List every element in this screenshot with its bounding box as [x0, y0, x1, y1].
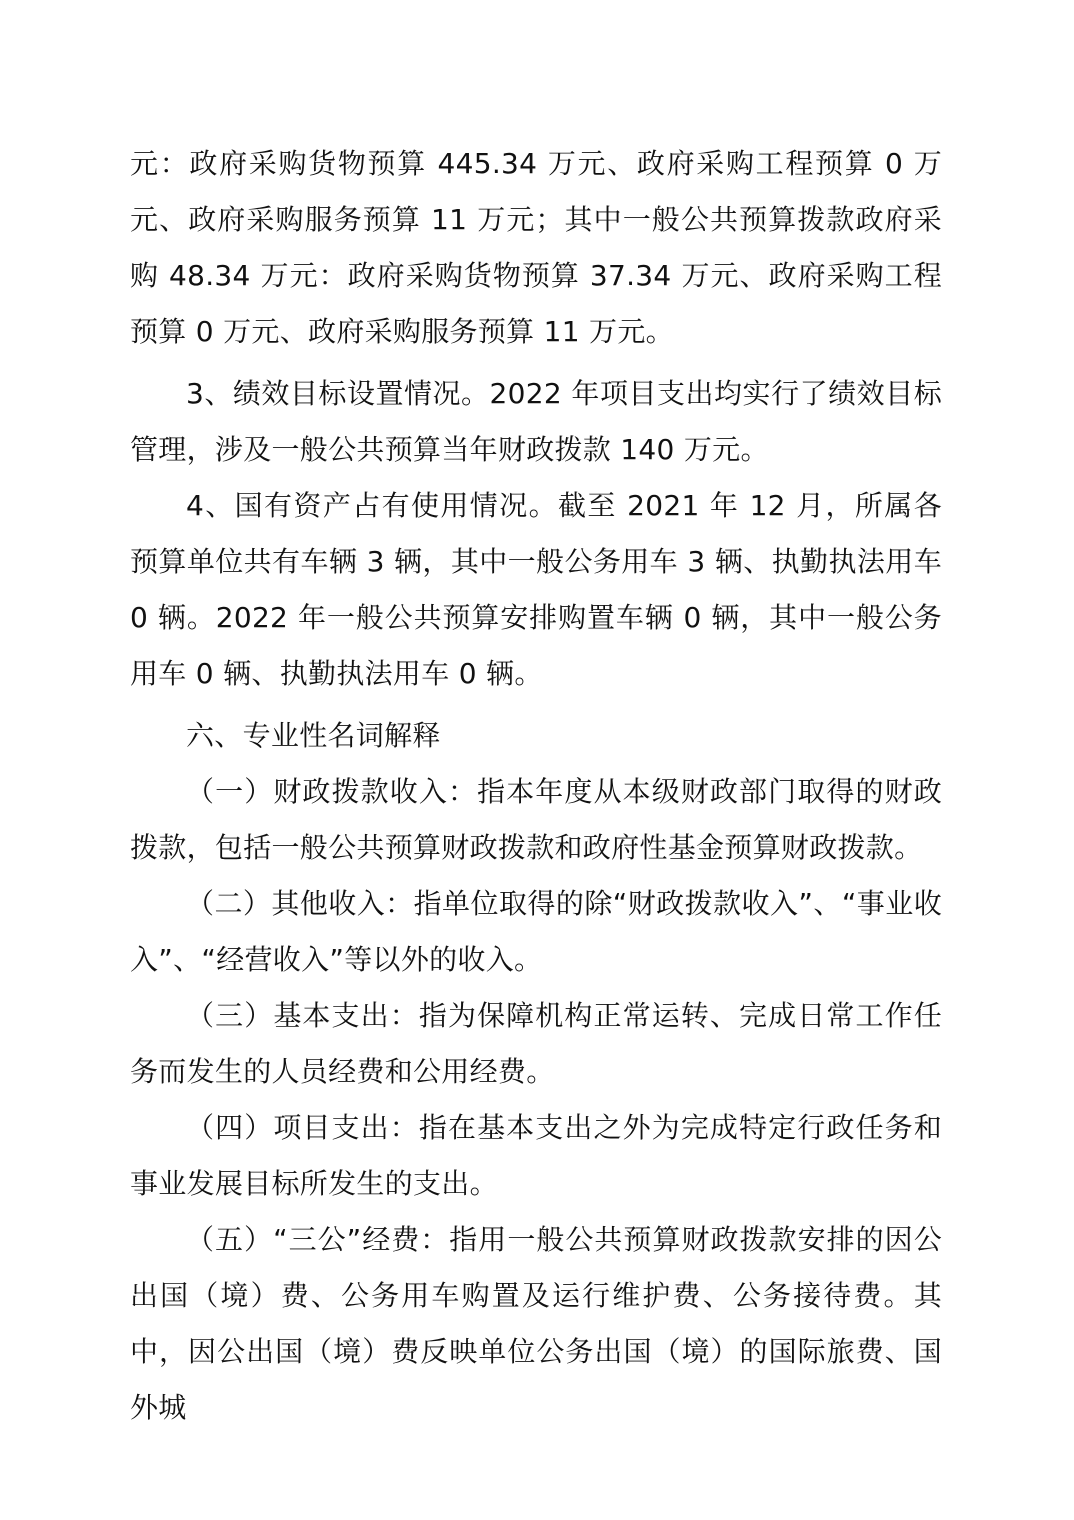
paragraph-term-three-public: （五）“三公”经费：指用一般公共预算财政拨款安排的因公出国（境）费、公务用车购置及运行维护费、公务接待费。其中，因公出国（境）费反映单位公务出国（境）的国际旅费、国外城 — [130, 1223, 942, 1424]
section-heading-terms: 六、专业性名词解释 — [186, 719, 441, 752]
document-body — [130, 136, 942, 1436]
paragraph-term-basic-expenditure: （三）基本支出：指为保障机构正常运转、完成日常工作任务而发生的人员经费和公用经费。 — [130, 999, 942, 1088]
paragraph-term-other-income: （二）其他收入：指单位取得的除“财政拨款收入”、“事业收入”、“经营收入”等以外的收入。 — [130, 887, 942, 976]
paragraph-procurement-continued: 元：政府采购货物预算 445.34 万元、政府采购工程预算 0 万元、政府采购服务预算 11 万元；其中一般公共预算拨款政府采购 48.34 万元：政府采购货物预算 37.34 万元、政府采购工程预算 0 万元、政府采购服务预算 11 万元。 — [130, 147, 942, 348]
paragraph-performance-goals: 3、绩效目标设置情况。2022 年项目支出均实行了绩效目标管理，涉及一般公共预算当年财政拨款 140 万元。 — [130, 377, 942, 466]
paragraph-state-assets: 4、国有资产占有使用情况。截至 2021 年 12 月，所属各预算单位共有车辆 3 辆，其中一般公务用车 3 辆、执勤执法用车 0 辆。2022 年一般公共预算安排购置车辆 0 辆，其中一般公务用车 0 辆、执勤执法用车 0 辆。 — [130, 489, 942, 690]
paragraph-term-fiscal-income: （一）财政拨款收入：指本年度从本级财政部门取得的财政拨款，包括一般公共预算财政拨款和政府性基金预算财政拨款。 — [130, 775, 942, 864]
paragraph-term-project-expenditure: （四）项目支出：指在基本支出之外为完成特定行政任务和事业发展目标所发生的支出。 — [130, 1111, 942, 1200]
